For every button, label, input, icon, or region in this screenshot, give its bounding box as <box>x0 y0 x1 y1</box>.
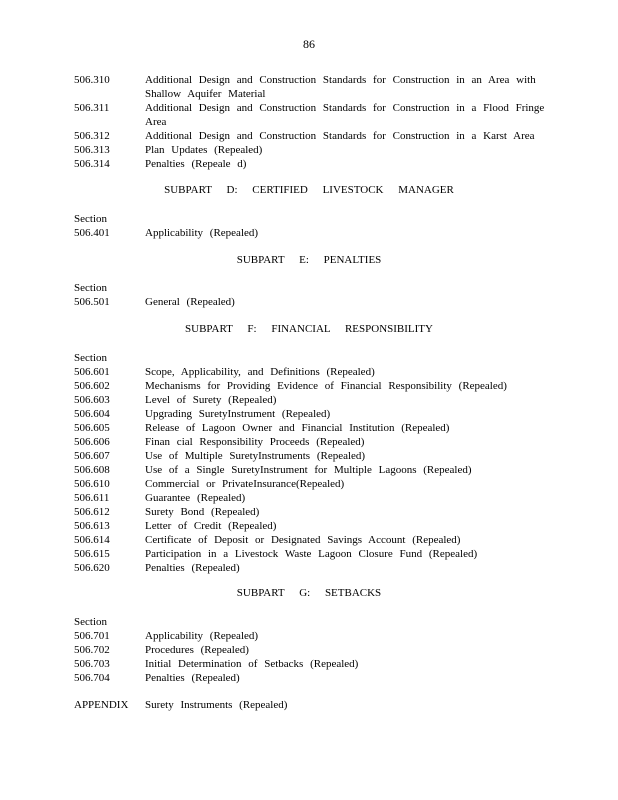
appendix-title: Surety Instruments (Repealed) <box>145 699 288 711</box>
page-number: 86 <box>303 37 315 51</box>
list-item <box>74 73 554 101</box>
section-title: Letter of Credit (Repealed) <box>145 520 277 532</box>
section-title: Penalties (Repealed) <box>145 672 240 684</box>
subpart-e-list <box>74 281 554 309</box>
section-title: Use of Multiple SuretyInstruments (Repealed) <box>145 450 366 462</box>
section-title: Scope, Applicability, and Definitions (Repealed) <box>145 366 375 378</box>
list-item <box>74 477 554 491</box>
section-title: Finan cial Responsibility Proceeds (Repealed) <box>145 436 365 448</box>
list-item <box>74 657 554 671</box>
section-code: 506.603 <box>74 394 110 406</box>
subpart-f-list <box>74 351 554 575</box>
section-code: 506.310 <box>74 74 110 86</box>
list-item <box>74 393 554 407</box>
list-item <box>74 491 554 505</box>
subpart-f-heading: SUBPART F: FINANCIAL RESPONSIBILITY <box>185 323 433 335</box>
section-title: Penalties (Repealed) <box>145 562 240 574</box>
section-code: 506.311 <box>74 102 110 114</box>
section-code: 506.501 <box>74 296 110 308</box>
subpart-d-list <box>74 212 554 240</box>
list-item <box>74 629 554 643</box>
list-item <box>74 561 554 575</box>
section-title: Plan Updates (Repealed) <box>145 144 263 156</box>
subpart-d-heading: SUBPART D: CERTIFIED LIVESTOCK MANAGER <box>164 184 454 196</box>
section-code: 506.604 <box>74 408 110 420</box>
section-label: Section <box>74 213 107 225</box>
section-title: Certificate of Deposit or Designated Savings Account (Repealed) <box>145 534 461 546</box>
section-code: 506.620 <box>74 562 110 574</box>
section-title: Additional Design and Construction Standards for Construction in an Area with Shallow Aquifer Material <box>145 74 536 100</box>
section-title: Procedures (Repealed) <box>145 644 249 656</box>
subpart-e-heading: SUBPART E: PENALTIES <box>236 254 382 266</box>
list-item <box>74 505 554 519</box>
section-code: 506.611 <box>74 492 110 504</box>
section-code: 506.614 <box>74 534 110 546</box>
list-item <box>74 698 554 712</box>
section-title: Participation in a Livestock Waste Lagoon Closure Fund (Repealed) <box>145 548 478 560</box>
section-code: 506.612 <box>74 506 110 518</box>
section-title: Applicability (Repealed) <box>145 227 259 239</box>
list-item <box>74 143 554 157</box>
section-code: 506.312 <box>74 130 110 142</box>
section-label: Section <box>74 352 107 364</box>
section-code: 506.704 <box>74 672 110 684</box>
section-title: Additional Design and Construction Standards for Construction in a Flood Fringe Area <box>145 102 545 128</box>
list-item <box>74 295 554 309</box>
section-title: Use of a Single SuretyInstrument for Multiple Lagoons (Repealed) <box>145 464 472 476</box>
list-item <box>74 407 554 421</box>
list-item <box>74 435 554 449</box>
list-item <box>74 449 554 463</box>
section-label: Section <box>74 616 107 628</box>
section-code: 506.607 <box>74 450 110 462</box>
list-item <box>74 226 554 240</box>
section-code: 506.602 <box>74 380 110 392</box>
list-item <box>74 643 554 657</box>
list-item <box>74 421 554 435</box>
section-code: 506.608 <box>74 464 110 476</box>
section-code: 506.613 <box>74 520 110 532</box>
appendix <box>74 698 554 712</box>
section-title: Mechanisms for Providing Evidence of Financial Responsibility (Repealed) <box>145 380 507 392</box>
list-item <box>74 463 554 477</box>
list-item <box>74 129 554 143</box>
section-code: 506.615 <box>74 548 110 560</box>
list-item <box>74 365 554 379</box>
section-code: 506.314 <box>74 158 110 170</box>
section-title: Additional Design and Construction Standards for Construction in a Karst Area <box>145 130 535 142</box>
section-title: Guarantee (Repealed) <box>145 492 246 504</box>
subpart-g-heading: SUBPART G: SETBACKS <box>236 587 382 599</box>
section-title: General (Repealed) <box>145 296 235 308</box>
section-title: Level of Surety (Repealed) <box>145 394 277 406</box>
section-title: Applicability (Repealed) <box>145 630 259 642</box>
list-item <box>74 533 554 547</box>
section-title: Surety Bond (Repealed) <box>145 506 260 518</box>
list-item <box>74 101 554 129</box>
section-code: 506.606 <box>74 436 110 448</box>
section-title: Initial Determination of Setbacks (Repealed) <box>145 658 359 670</box>
list-item <box>74 519 554 533</box>
appendix-label: APPENDIX <box>74 699 129 711</box>
section-title: Commercial or PrivateInsurance(Repealed) <box>145 478 345 490</box>
section-code: 506.313 <box>74 144 110 156</box>
section-code: 506.610 <box>74 478 110 490</box>
section-title: Release of Lagoon Owner and Financial Institution (Repealed) <box>145 422 450 434</box>
subpart-c-list <box>74 73 554 171</box>
section-code: 506.703 <box>74 658 110 670</box>
list-item <box>74 671 554 685</box>
list-item <box>74 379 554 393</box>
section-code: 506.701 <box>74 630 110 642</box>
section-label: Section <box>74 282 107 294</box>
section-code: 506.605 <box>74 422 110 434</box>
section-title: Penalties (Repeale d) <box>145 158 247 170</box>
section-code: 506.601 <box>74 366 110 378</box>
list-item <box>74 547 554 561</box>
section-code: 506.702 <box>74 644 110 656</box>
section-title: Upgrading SuretyInstrument (Repealed) <box>145 408 331 420</box>
list-item <box>74 157 554 171</box>
section-code: 506.401 <box>74 227 110 239</box>
subpart-g-list <box>74 615 554 685</box>
